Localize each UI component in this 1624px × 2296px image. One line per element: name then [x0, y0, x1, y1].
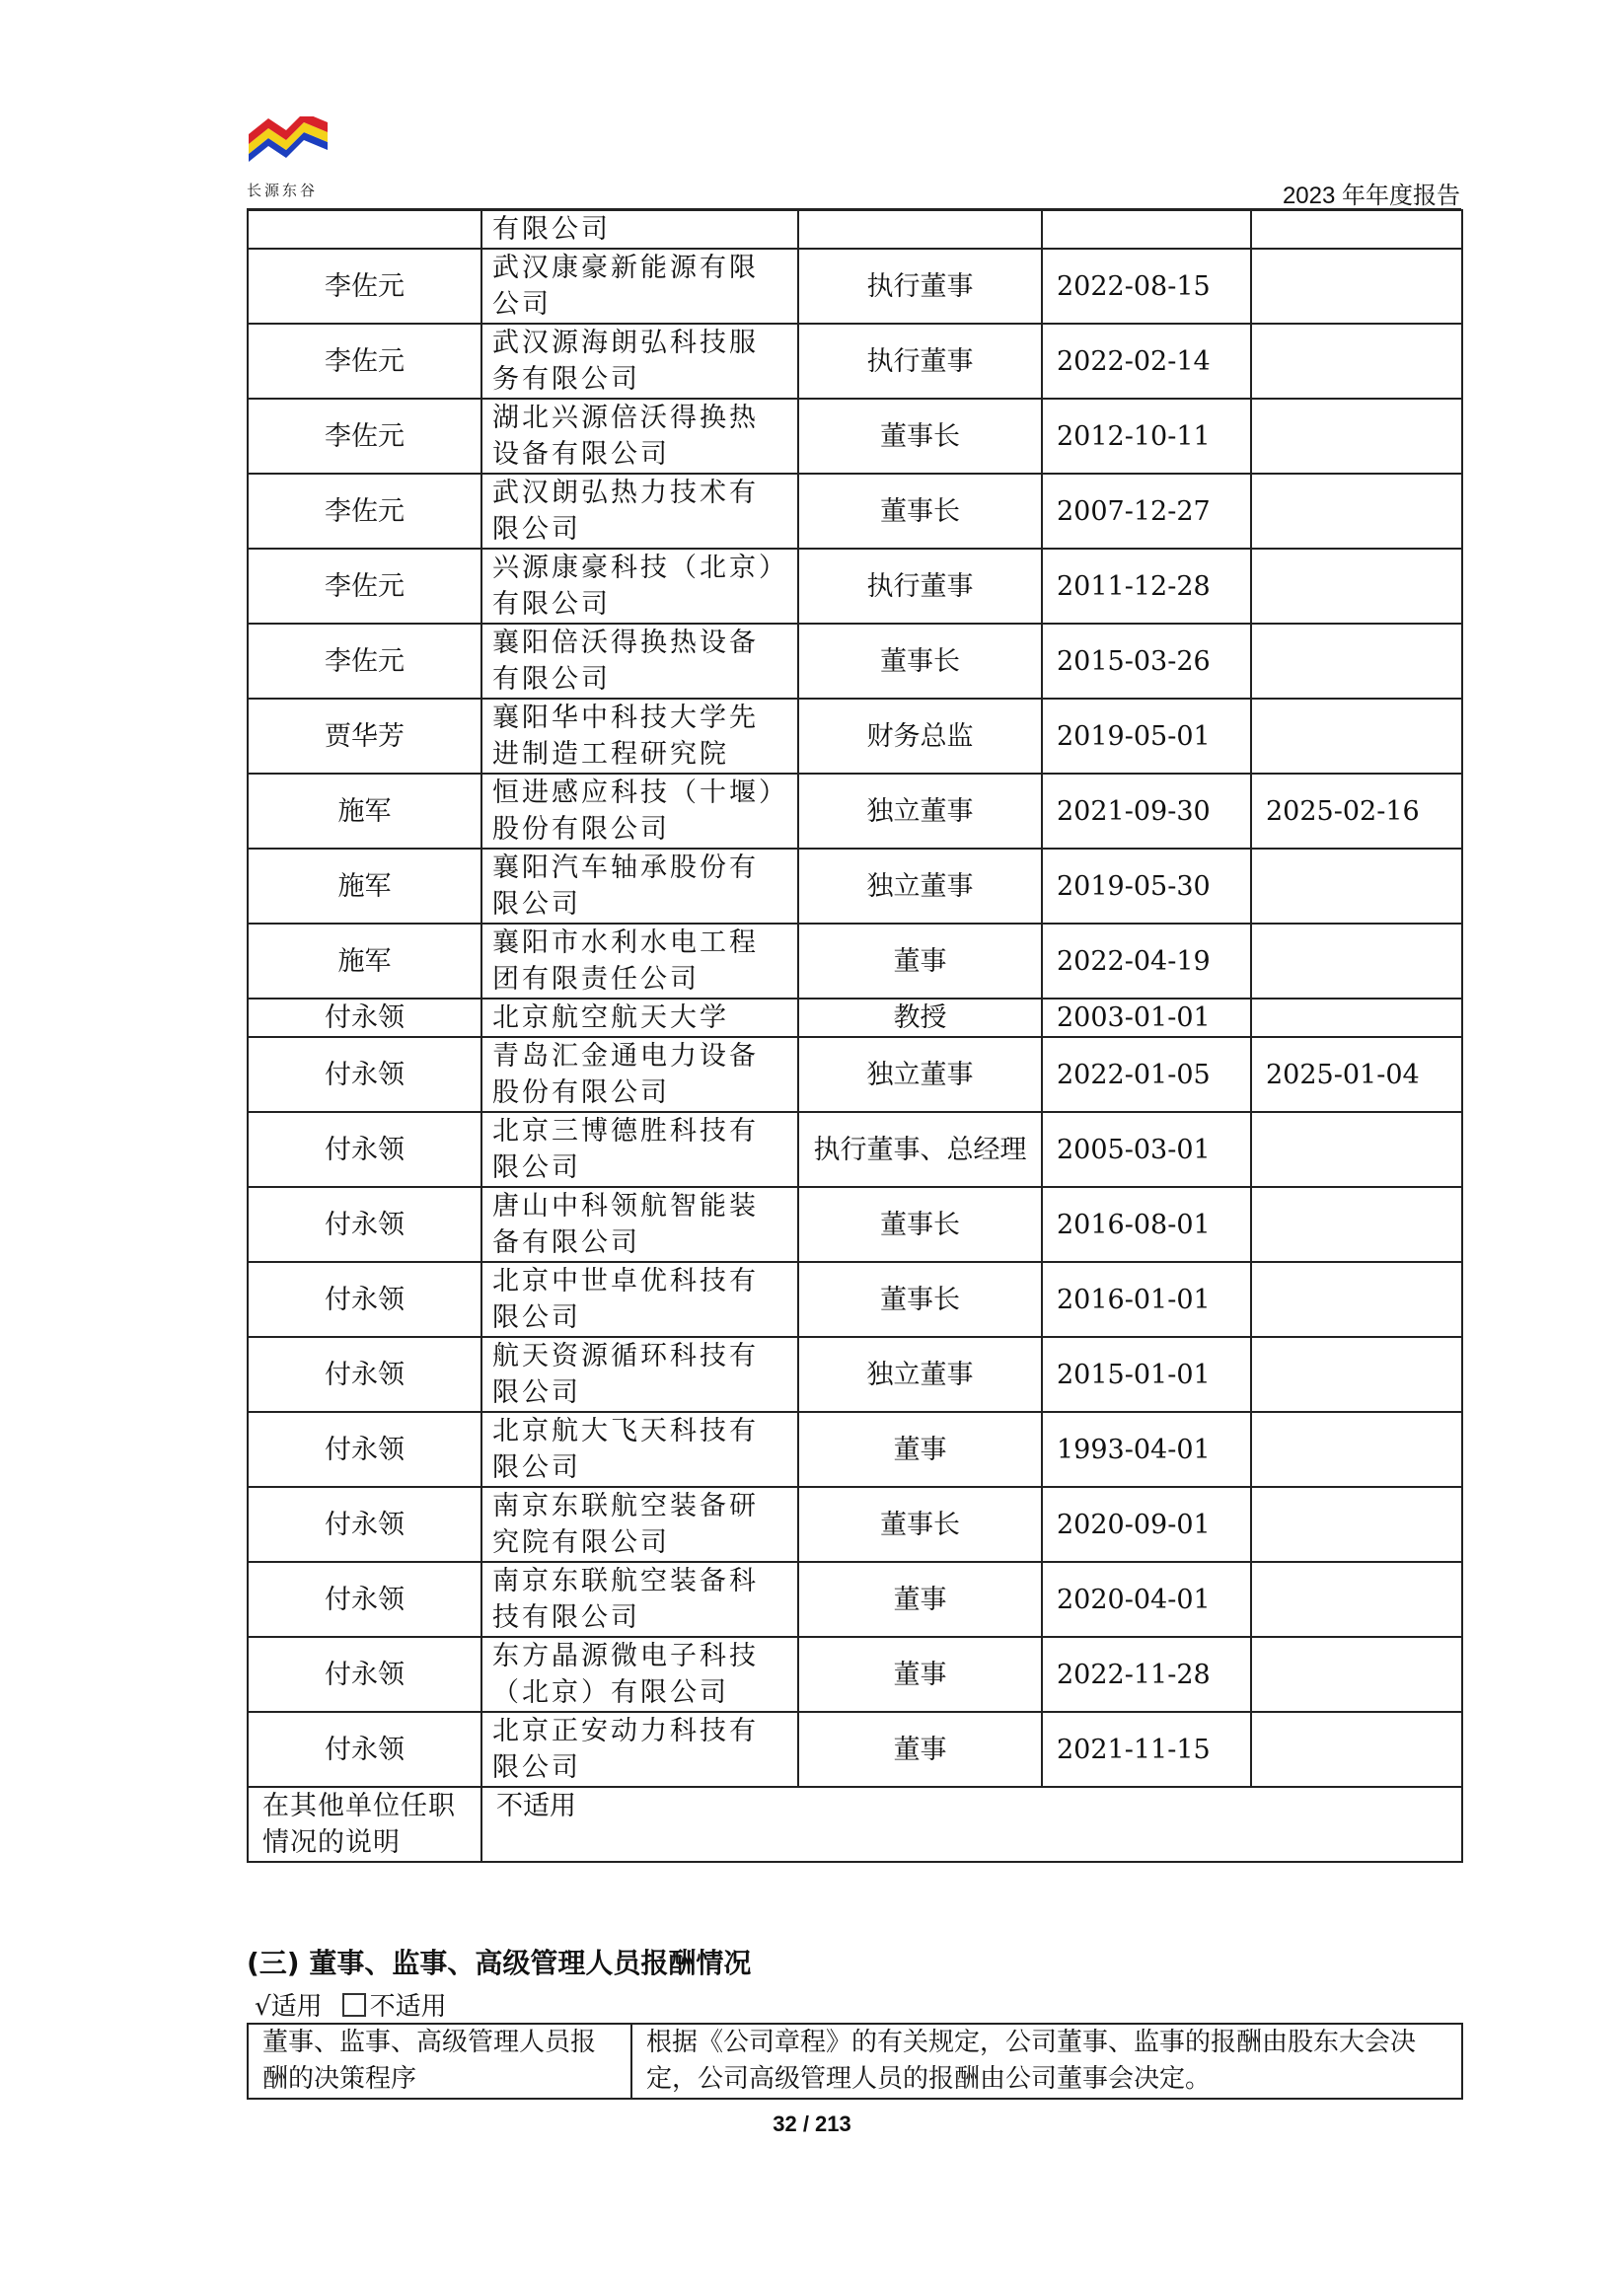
person-name: [248, 210, 481, 249]
person-name: 付永领: [248, 1337, 481, 1412]
term-end: 2025-02-16: [1251, 774, 1462, 849]
person-name: 贾华芳: [248, 699, 481, 774]
position-title: 董事长: [798, 1262, 1042, 1337]
term-end: [1251, 1337, 1462, 1412]
term-start: 2015-01-01: [1042, 1337, 1251, 1412]
term-start: 2020-09-01: [1042, 1487, 1251, 1562]
table-row: [248, 549, 1462, 624]
term-end: [1251, 624, 1462, 699]
table-row: [248, 324, 1462, 399]
position-title: 执行董事、总经理: [798, 1112, 1042, 1187]
organization-name: 北京航空航天大学: [481, 999, 798, 1037]
term-start: 2016-08-01: [1042, 1187, 1251, 1262]
table-row: [248, 474, 1462, 549]
organization-name: 北京中世卓优科技有限公司: [481, 1262, 798, 1337]
term-start: 2011-12-28: [1042, 549, 1251, 624]
person-name: 付永领: [248, 1262, 481, 1337]
table-row: [248, 924, 1462, 999]
position-title: 执行董事: [798, 549, 1042, 624]
position-title: 董事: [798, 1562, 1042, 1637]
person-name: 李佐元: [248, 249, 481, 324]
term-end: [1251, 1262, 1462, 1337]
organization-name: 北京三博德胜科技有限公司: [481, 1112, 798, 1187]
term-start: [1042, 210, 1251, 249]
table-row: [248, 1262, 1462, 1337]
organization-name: 襄阳汽车轴承股份有限公司: [481, 849, 798, 924]
term-start: 2022-11-28: [1042, 1637, 1251, 1712]
person-name: 李佐元: [248, 624, 481, 699]
person-name: 付永领: [248, 1637, 481, 1712]
table-row: [248, 1712, 1462, 1787]
table-row: [248, 999, 1462, 1037]
compensation-table: [247, 2023, 1463, 2100]
person-name: 付永领: [248, 1487, 481, 1562]
position-title: 董事长: [798, 1487, 1042, 1562]
term-end: [1251, 249, 1462, 324]
table-row: [248, 1412, 1462, 1487]
term-start: 2021-09-30: [1042, 774, 1251, 849]
organization-name: 湖北兴源倍沃得换热设备有限公司: [481, 399, 798, 474]
other-positions-table: [247, 209, 1463, 1863]
organization-name: 兴源康豪科技（北京）有限公司: [481, 549, 798, 624]
table-row: [248, 210, 1462, 249]
position-title: 董事: [798, 1637, 1042, 1712]
person-name: 付永领: [248, 1712, 481, 1787]
logo-waves-icon: [247, 116, 332, 178]
position-title: 教授: [798, 999, 1042, 1037]
compensation-value: 根据《公司章程》的有关规定，公司董事、监事的报酬由股东大会决定，公司高级管理人员的报酬由公司董事会决定。: [631, 2024, 1462, 2099]
table-row: [248, 699, 1462, 774]
term-start: 2021-11-15: [1042, 1712, 1251, 1787]
organization-name: 有限公司: [481, 210, 798, 249]
organization-name: 武汉朗弘热力技术有限公司: [481, 474, 798, 549]
person-name: 李佐元: [248, 549, 481, 624]
applicability-options: [255, 1986, 451, 2023]
person-name: 付永领: [248, 999, 481, 1037]
organization-name: 唐山中科领航智能装备有限公司: [481, 1187, 798, 1262]
term-end: [1251, 849, 1462, 924]
organization-name: 南京东联航空装备研究院有限公司: [481, 1487, 798, 1562]
person-name: 李佐元: [248, 399, 481, 474]
term-start: 1993-04-01: [1042, 1412, 1251, 1487]
term-start: 2015-03-26: [1042, 624, 1251, 699]
position-title: 董事长: [798, 474, 1042, 549]
unchecked-box-icon: [342, 1993, 366, 2017]
table-row: [248, 1112, 1462, 1187]
term-end: [1251, 699, 1462, 774]
position-title: 独立董事: [798, 1037, 1042, 1112]
term-end: [1251, 1712, 1462, 1787]
note-row: [248, 1787, 1462, 1862]
position-title: 独立董事: [798, 774, 1042, 849]
organization-name: 北京正安动力科技有限公司: [481, 1712, 798, 1787]
position-title: 董事长: [798, 399, 1042, 474]
table-row: [248, 624, 1462, 699]
term-start: 2012-10-11: [1042, 399, 1251, 474]
term-end: [1251, 474, 1462, 549]
organization-name: 襄阳倍沃得换热设备有限公司: [481, 624, 798, 699]
position-title: 董事长: [798, 624, 1042, 699]
term-start: 2005-03-01: [1042, 1112, 1251, 1187]
term-start: 2022-04-19: [1042, 924, 1251, 999]
term-end: [1251, 1637, 1462, 1712]
note-value: 不适用: [481, 1787, 1462, 1862]
term-start: 2019-05-01: [1042, 699, 1251, 774]
table-row: [248, 1487, 1462, 1562]
table-row: [248, 1337, 1462, 1412]
organization-name: 恒进感应科技（十堰）股份有限公司: [481, 774, 798, 849]
organization-name: 东方晶源微电子科技（北京）有限公司: [481, 1637, 798, 1712]
logo-text: 长源东谷: [247, 182, 319, 199]
person-name: 施军: [248, 924, 481, 999]
term-start: 2016-01-01: [1042, 1262, 1251, 1337]
person-name: 施军: [248, 849, 481, 924]
organization-name: 北京航大飞天科技有限公司: [481, 1412, 798, 1487]
person-name: 付永领: [248, 1562, 481, 1637]
organization-name: 南京东联航空装备科技有限公司: [481, 1562, 798, 1637]
position-title: 董事: [798, 1412, 1042, 1487]
term-end: [1251, 1562, 1462, 1637]
position-title: 执行董事: [798, 324, 1042, 399]
position-title: 执行董事: [798, 249, 1042, 324]
not-applicable-label: 不适用: [369, 1992, 447, 2022]
note-label: 在其他单位任职情况的说明: [248, 1787, 481, 1862]
position-title: 独立董事: [798, 1337, 1042, 1412]
report-title: 2023 年年度报告: [1282, 183, 1460, 209]
table-row: [248, 399, 1462, 474]
applicable-checked-label: √适用: [255, 1992, 323, 2022]
term-end: [1251, 210, 1462, 249]
organization-name: 武汉源海朗弘科技服务有限公司: [481, 324, 798, 399]
person-name: 付永领: [248, 1037, 481, 1112]
term-start: 2022-08-15: [1042, 249, 1251, 324]
page-number: 32 / 213: [773, 2111, 851, 2136]
organization-name: 武汉康豪新能源有限公司: [481, 249, 798, 324]
term-end: [1251, 999, 1462, 1037]
person-name: 付永领: [248, 1112, 481, 1187]
position-title: 董事: [798, 924, 1042, 999]
table-row: [248, 2024, 1462, 2099]
position-title: 董事长: [798, 1187, 1042, 1262]
organization-name: 襄阳市水利水电工程团有限责任公司: [481, 924, 798, 999]
section-heading: (三) 董事、监事、高级管理人员报酬情况: [247, 1947, 752, 1979]
term-start: 2007-12-27: [1042, 474, 1251, 549]
table-row: [248, 849, 1462, 924]
term-end: 2025-01-04: [1251, 1037, 1462, 1112]
term-start: 2022-02-14: [1042, 324, 1251, 399]
term-end: [1251, 1412, 1462, 1487]
compensation-label: 董事、监事、高级管理人员报酬的决策程序: [248, 2024, 631, 2099]
organization-name: 青岛汇金通电力设备股份有限公司: [481, 1037, 798, 1112]
table-row: [248, 249, 1462, 324]
table-row: [248, 1562, 1462, 1637]
organization-name: 襄阳华中科技大学先进制造工程研究院: [481, 699, 798, 774]
term-start: 2003-01-01: [1042, 999, 1251, 1037]
person-name: 李佐元: [248, 324, 481, 399]
term-end: [1251, 1487, 1462, 1562]
term-start: 2019-05-30: [1042, 849, 1251, 924]
position-title: [798, 210, 1042, 249]
person-name: 施军: [248, 774, 481, 849]
term-start: 2020-04-01: [1042, 1562, 1251, 1637]
position-title: 董事: [798, 1712, 1042, 1787]
positions-table-body: [248, 210, 1462, 1862]
term-end: [1251, 549, 1462, 624]
organization-name: 航天资源循环科技有限公司: [481, 1337, 798, 1412]
table-row: [248, 1637, 1462, 1712]
person-name: 李佐元: [248, 474, 481, 549]
position-title: 独立董事: [798, 849, 1042, 924]
table-row: [248, 774, 1462, 849]
term-end: [1251, 924, 1462, 999]
company-logo: [247, 116, 332, 205]
term-end: [1251, 1112, 1462, 1187]
term-end: [1251, 399, 1462, 474]
position-title: 财务总监: [798, 699, 1042, 774]
table-row: [248, 1187, 1462, 1262]
person-name: 付永领: [248, 1187, 481, 1262]
term-end: [1251, 1187, 1462, 1262]
term-end: [1251, 324, 1462, 399]
table-row: [248, 1037, 1462, 1112]
person-name: 付永领: [248, 1412, 481, 1487]
term-start: 2022-01-05: [1042, 1037, 1251, 1112]
